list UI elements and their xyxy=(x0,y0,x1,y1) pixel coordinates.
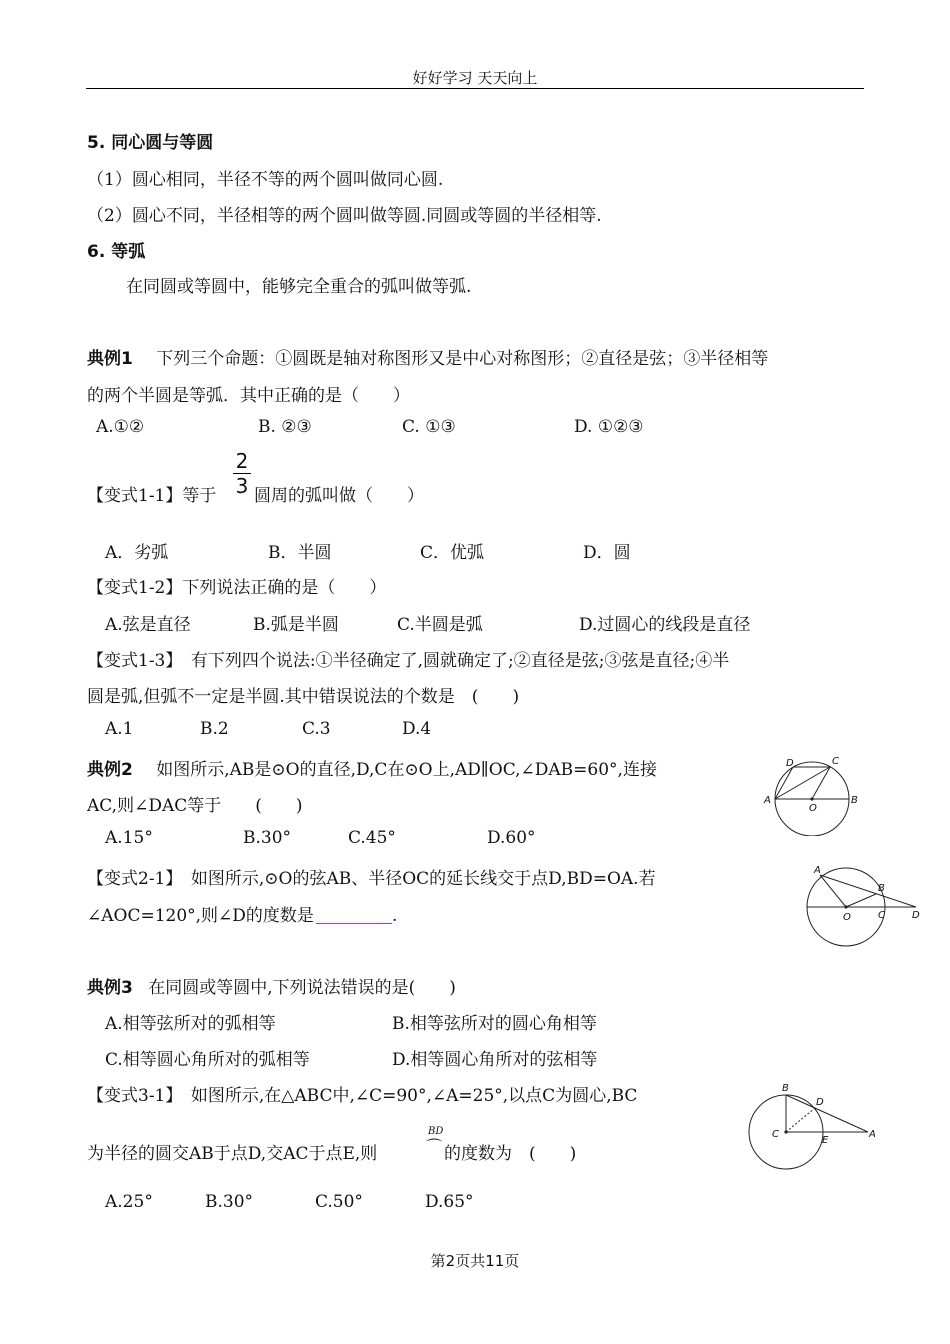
fraction-two-thirds xyxy=(233,450,251,497)
example-2-line-1 xyxy=(87,755,657,780)
variant-1-2-option-a: A.弦是直径 xyxy=(105,615,191,635)
variant-3-1-option-a: A.25° xyxy=(105,1192,153,1212)
variant-2-1-line-2 xyxy=(87,901,397,926)
variant-2-1-tail: . xyxy=(391,906,398,926)
variant-1-3-option-d: D.4 xyxy=(402,719,432,739)
fig31-center-dot xyxy=(784,1130,787,1133)
variant-2-1-text: ∠AOC=120°,则∠D的度数是 xyxy=(87,906,314,926)
variant-1-3-option-c: C.3 xyxy=(302,719,331,739)
variant-1-1-option-d: D．圆 xyxy=(583,543,631,563)
arc-bd-label: BD xyxy=(428,1126,444,1137)
section-6-title: 6. 等弧 xyxy=(87,242,146,262)
variant-3-1-option-c: C.50° xyxy=(315,1192,363,1212)
example-1-option-b: B. ②③ xyxy=(258,417,312,437)
variant-1-1-option-b: B．半圆 xyxy=(268,543,332,563)
example-2-question: 如图所示,AB是⊙O的直径,D,C在⊙O上,AD∥OC,∠DAB=60°,连接 xyxy=(156,760,657,780)
variant-2-1-figure xyxy=(798,858,928,950)
section-5-line-1: （1）圆心相同，半径不等的两个圆叫做同心圆. xyxy=(87,170,444,190)
page-header: 好好学习 天天向上 xyxy=(412,69,538,87)
variant-1-1-option-a: A．劣弧 xyxy=(105,543,169,563)
header-rule xyxy=(86,88,864,89)
fig21-label-a: A xyxy=(814,865,821,876)
variant-1-2-option-c: C.半圆是弧 xyxy=(397,615,483,635)
variant-1-1-option-c: C．优弧 xyxy=(420,543,485,563)
variant-3-1-tail: 的度数为 ( ) xyxy=(444,1144,577,1164)
fig21-center-dot xyxy=(844,905,847,908)
fig21-label-c: C xyxy=(878,910,885,921)
fig31-label-c: C xyxy=(772,1129,779,1140)
fig31-label-e: E xyxy=(822,1135,829,1146)
fig31-side-ab xyxy=(786,1095,868,1132)
fig31-label-a: A xyxy=(869,1129,876,1140)
fig2-label-b: B xyxy=(851,795,858,806)
variant-3-1-option-b: B.30° xyxy=(205,1192,254,1212)
example-2-option-d: D.60° xyxy=(487,828,536,848)
fig21-line-ad xyxy=(820,875,916,907)
fig21-label-b: B xyxy=(878,883,885,894)
variant-1-2-question: 【变式1-2】下列说法正确的是（ ） xyxy=(87,578,387,598)
example-3-option-d: D.相等圆心角所对的弦相等 xyxy=(392,1050,598,1070)
variant-1-2-option-b: B.弧是半圆 xyxy=(253,615,339,635)
example-2-option-c: C.45° xyxy=(348,828,396,848)
section-5-title: 5. 同心圆与等圆 xyxy=(87,133,214,153)
example-1-option-d: D. ①②③ xyxy=(574,417,644,437)
example-3-option-c: C.相等圆心角所对的弧相等 xyxy=(105,1050,310,1070)
fig31-segment-cd xyxy=(786,1108,815,1132)
page-footer: 第2页共11页 xyxy=(430,1252,520,1270)
variant-2-1-line-1: 【变式2-1】 如图所示,⊙O的弦AB、半径OC的延长线交于点D,BD=OA.若 xyxy=(87,869,656,889)
variant-1-3-option-a: A.1 xyxy=(105,719,134,739)
variant-3-1-figure xyxy=(740,1078,880,1170)
example-2-line-2: AC,则∠DAC等于 ( ) xyxy=(87,796,303,816)
fig21-radius-ob xyxy=(846,894,876,907)
example-3-line-1 xyxy=(87,973,456,998)
fig2-label-o: O xyxy=(809,803,817,814)
fig21-label-d: D xyxy=(912,910,920,921)
variant-3-1-option-d: D.65° xyxy=(425,1192,474,1212)
example-2-option-a: A.15° xyxy=(105,828,153,848)
fig2-label-c: C xyxy=(832,756,839,767)
variant-1-1-pre: 【变式1-1】等于 xyxy=(87,486,217,506)
fig31-label-d: D xyxy=(816,1097,824,1108)
example-1-option-a: A.①② xyxy=(96,417,145,437)
example-1-line-1 xyxy=(87,344,768,369)
section-5-line-2: （2）圆心不同，半径相等的两个圆叫做等圆.同圆或等圆的半径相等. xyxy=(87,206,602,226)
fraction-numerator: 2 xyxy=(235,449,249,473)
example-2-option-b: B.30° xyxy=(243,828,292,848)
variant-1-2-option-d: D.过圆心的线段是直径 xyxy=(579,615,751,635)
example-3-option-b: B.相等弦所对的圆心角相等 xyxy=(392,1014,597,1034)
variant-3-1-line-1: 【变式3-1】 如图所示,在△ABC中,∠C=90°,∠A=25°,以点C为圆心,BC xyxy=(87,1086,638,1106)
example-2-figure xyxy=(760,752,870,836)
example-3-option-a: A.相等弦所对的弧相等 xyxy=(105,1014,276,1034)
example-3-question: 在同圆或等圆中,下列说法错误的是( ) xyxy=(148,978,456,998)
fraction-denominator: 3 xyxy=(235,474,249,498)
example-1-option-c: C. ①③ xyxy=(402,417,456,437)
fig31-label-b: B xyxy=(782,1083,789,1094)
answer-blank[interactable] xyxy=(316,907,392,924)
fig2-label-d: D xyxy=(786,758,794,769)
arc-symbol: ⌒ xyxy=(426,1137,443,1156)
example-3-tag: 典例3 xyxy=(87,978,133,998)
variant-3-1-line-2: 为半径的圆交AB于点D,交AC于点E,则 xyxy=(87,1144,378,1164)
fig2-label-a: A xyxy=(764,795,771,806)
example-2-tag: 典例2 xyxy=(87,760,133,780)
example-1-tag: 典例1 xyxy=(87,349,133,369)
fig2-chord-ac xyxy=(775,767,830,799)
fig21-label-o: O xyxy=(843,912,851,923)
section-6-line-1: 在同圆或等圆中，能够完全重合的弧叫做等弧. xyxy=(126,277,472,297)
example-1-question: 下列三个命题：①圆既是轴对称图形又是中心对称图形；②直径是弦；③半径相等 xyxy=(156,349,769,369)
example-1-line-2: 的两个半圆是等弧．其中正确的是（ ） xyxy=(87,386,410,406)
variant-1-3-option-b: B.2 xyxy=(200,719,229,739)
variant-1-3-line-1: 【变式1-3】 有下列四个说法:①半径确定了,圆就确定了;②直径是弦;③弦是直径;④半 xyxy=(87,651,730,671)
variant-1-1-post: 圆周的弧叫做（ ） xyxy=(254,486,424,506)
fig2-center-dot xyxy=(810,797,813,800)
variant-1-3-line-2: 圆是弧,但弧不一定是半圆.其中错误说法的个数是 ( ) xyxy=(87,687,520,707)
